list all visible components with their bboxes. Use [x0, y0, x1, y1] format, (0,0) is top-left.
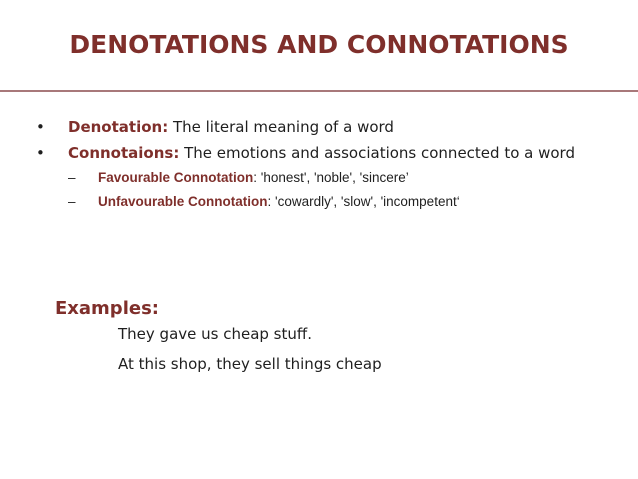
bullet-marker: •	[36, 118, 45, 136]
slide-title: DENOTATIONS AND CONNOTATIONS	[69, 30, 569, 59]
sub-bullet-text: : 'cowardly', 'slow', 'incompetent‘	[267, 194, 460, 209]
sub-bullet-term: Favourable Connotation	[98, 170, 254, 185]
sub-bullet-unfavourable	[68, 193, 616, 211]
bullet-marker: •	[36, 144, 45, 162]
sub-bullet-list	[68, 169, 616, 211]
sub-bullet-favourable	[68, 169, 616, 187]
bullet-text: The literal meaning of a word	[168, 118, 394, 136]
bullet-term: Connotaions:	[68, 144, 180, 162]
title-divider	[0, 90, 638, 92]
bullet-list	[36, 117, 616, 217]
examples-heading: Examples:	[55, 298, 159, 319]
sub-bullet-marker: –	[68, 170, 76, 185]
example-sentence-1: They gave us cheap stuff.	[118, 325, 312, 343]
sub-bullet-text: : 'honest', 'noble', 'sincere’	[253, 170, 409, 185]
bullet-denotation	[36, 117, 616, 137]
example-sentence-2: At this shop, they sell things cheap	[118, 355, 382, 373]
sub-bullet-marker: –	[68, 194, 76, 209]
bullet-connotations	[36, 143, 616, 163]
bullet-term: Denotation:	[68, 118, 169, 136]
bullet-text: The emotions and associations connected to a word	[179, 144, 575, 162]
sub-bullet-term: Unfavourable Connotation	[98, 194, 268, 209]
